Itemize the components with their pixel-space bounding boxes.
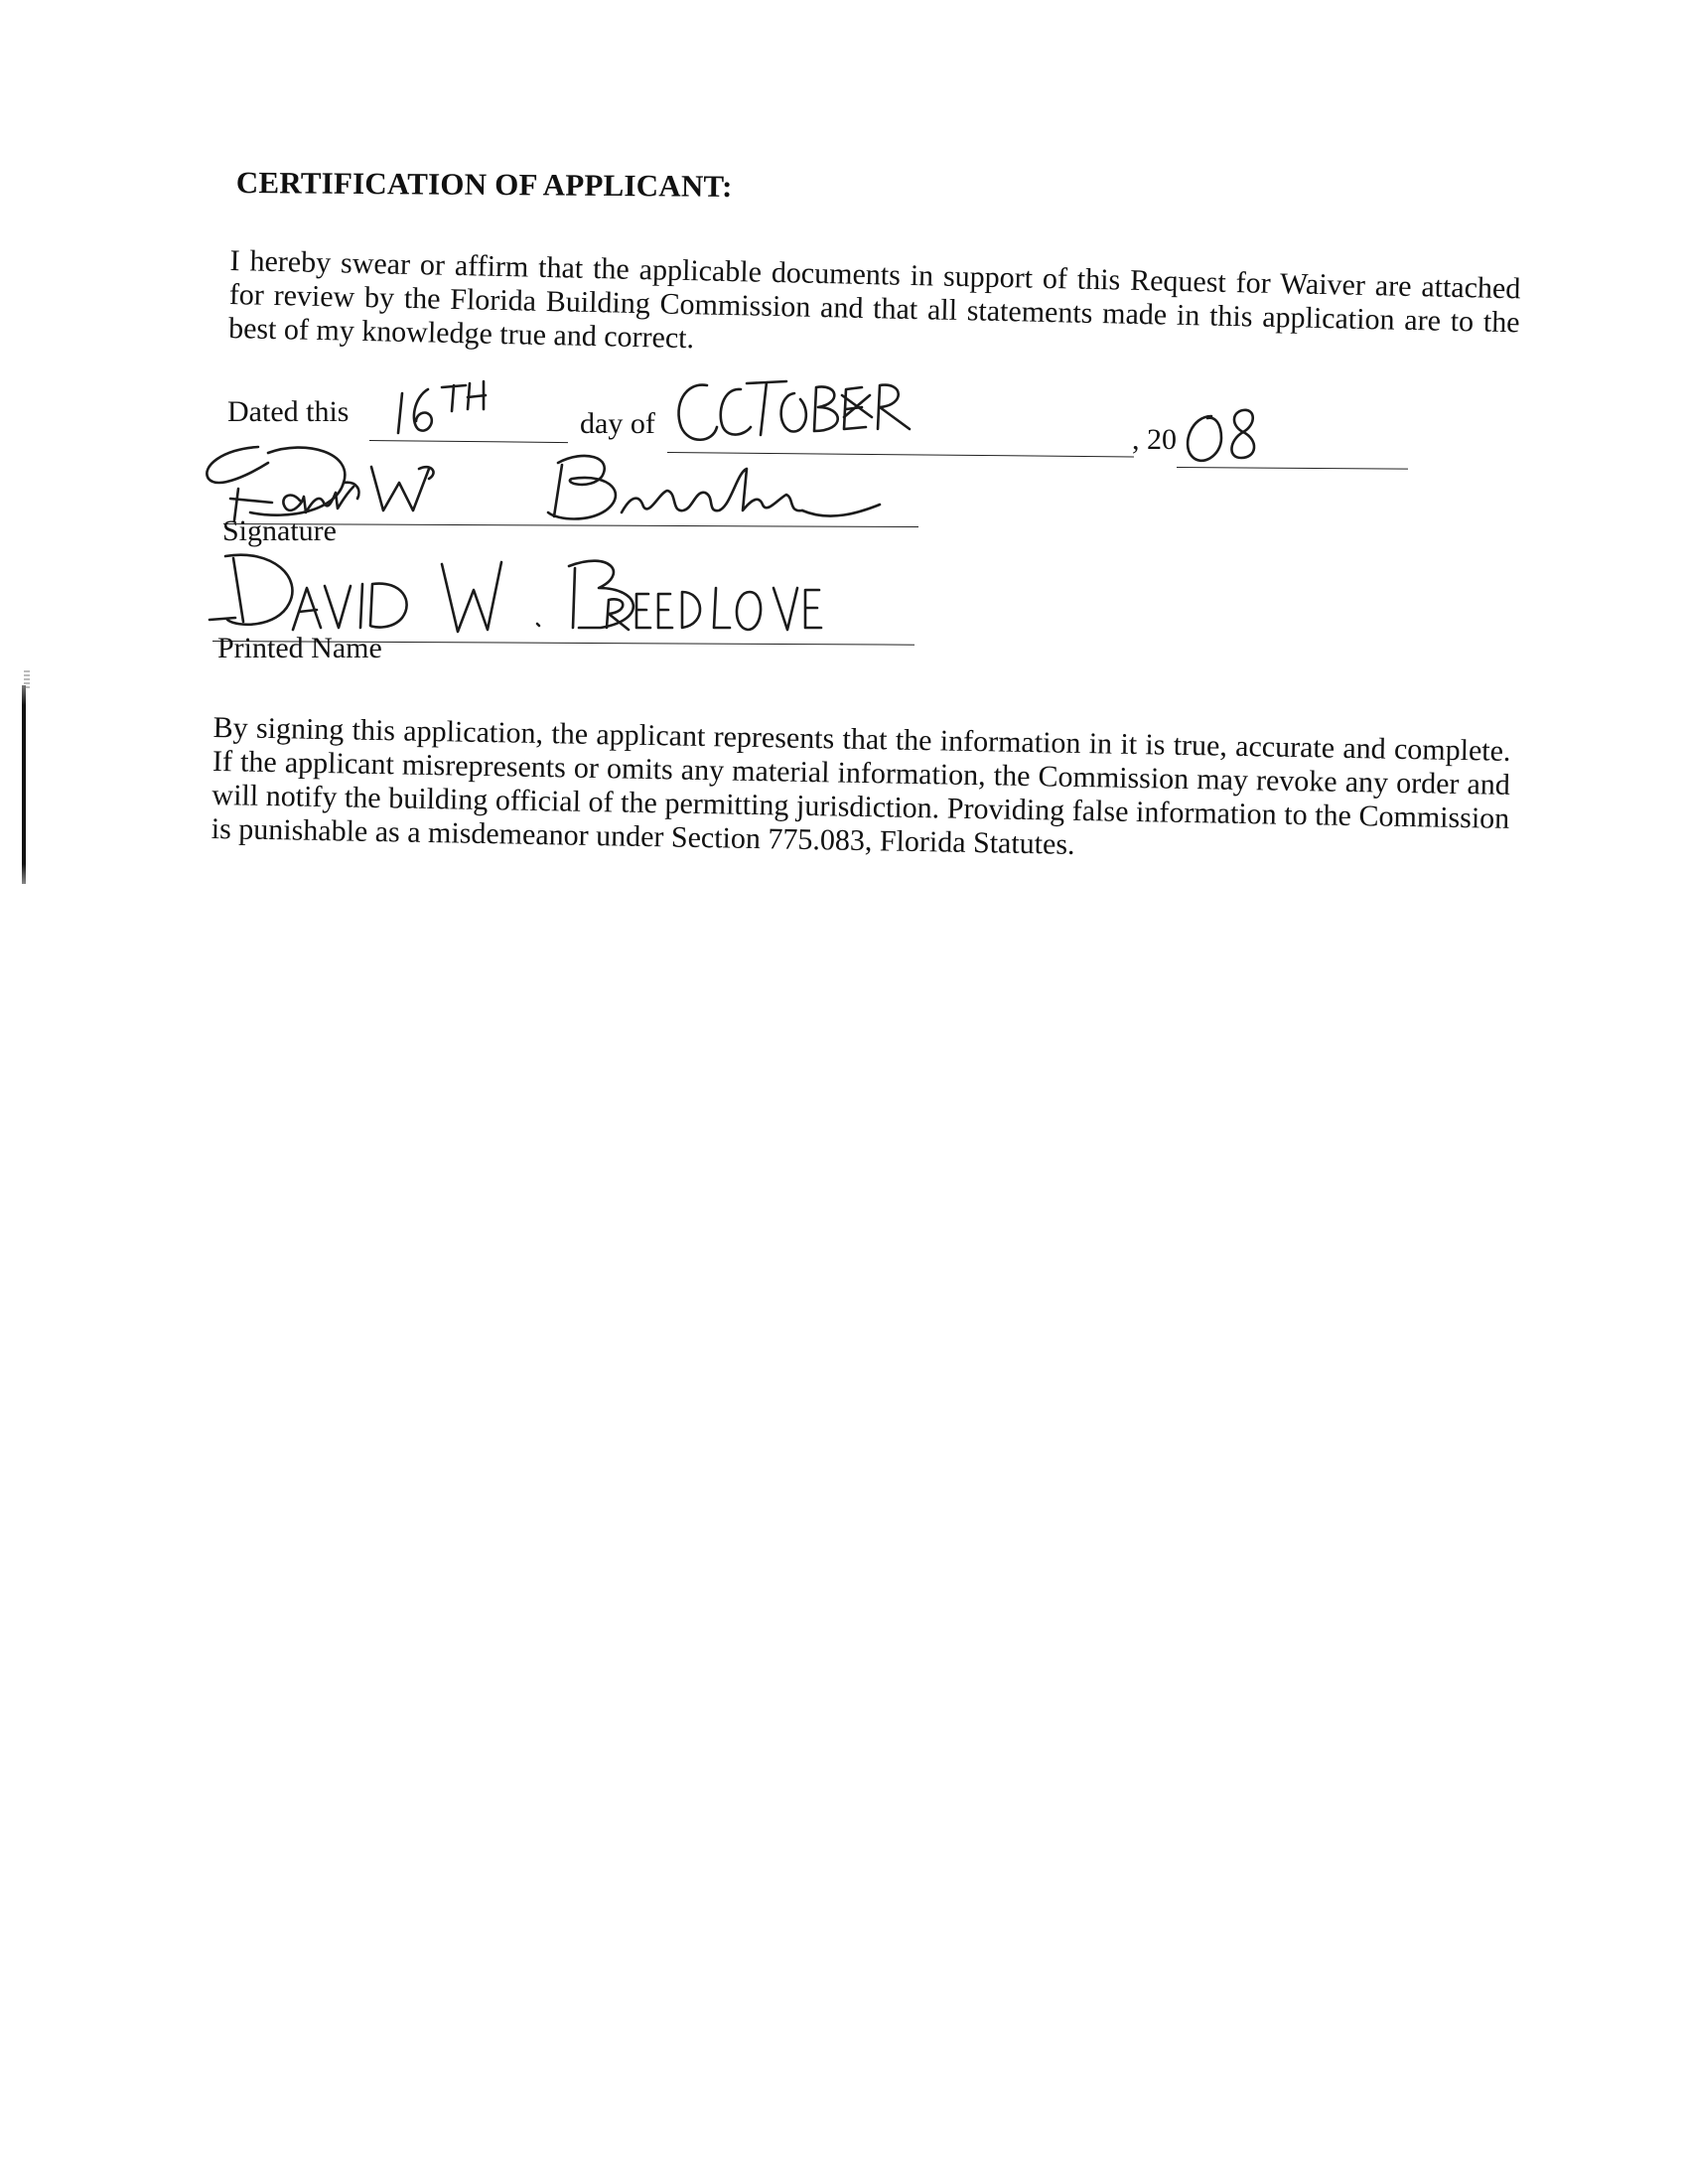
printed-name-label: Printed Name xyxy=(217,632,382,664)
signature-label: Signature xyxy=(222,514,337,547)
day-of-label: day of xyxy=(580,407,655,440)
year-handwriting xyxy=(1178,402,1267,472)
scan-artifact-mark xyxy=(22,685,26,884)
certification-paragraph: I hereby swear or affirm that the applicable documents in support of this Request for Waiver are attached for review by the Florida Building Commission and that all statements made in this application are to the best of my knowledge true and correct. xyxy=(227,244,1521,356)
certification-heading: CERTIFICATION OF APPLICANT: xyxy=(235,165,733,204)
year-prefix-label: , 20 xyxy=(1132,423,1177,456)
printed-name-handwriting xyxy=(204,544,879,644)
dated-this-label: Dated this xyxy=(227,395,350,428)
disclaimer-paragraph: By signing this application, the applicant represents that the information in it is true, accurate and complete. If the applicant misrepresents or omits any material information, the Commission may revoke any order and will notify the building official of the permitting jurisdiction. Providing false information to the Commission is punishable as a misdemeanor under Section 775.083, Florida Statutes. xyxy=(211,711,1511,861)
